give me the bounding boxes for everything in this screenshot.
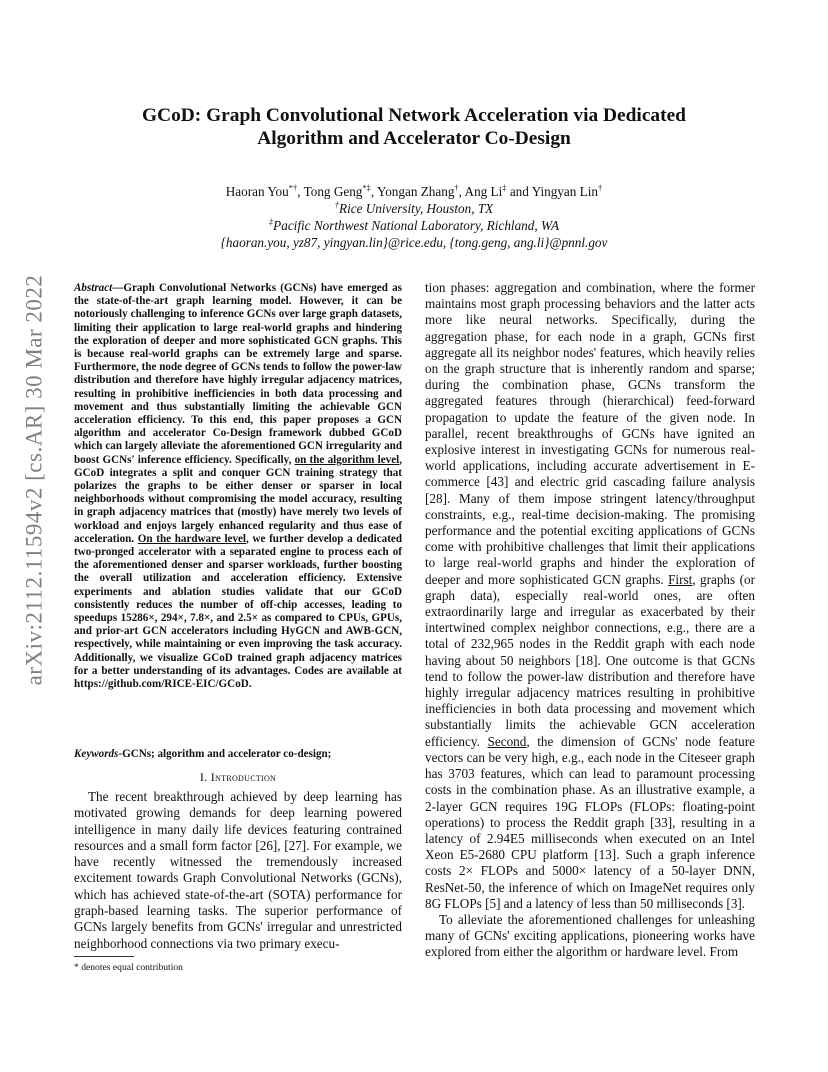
- abstract-underline-hardware: On the hardware level: [137, 532, 247, 545]
- intro-paragraph-left: The recent breakthrough achieved by deep learning has motivated growing demands for deep learning powered intelligence in many daily life devices featuring contrained resources and a small form factor [26], [27]. For example, we have recently witnessed the tremendously increased excitement towards Graph Convolutional Networks (GCNs), which has achieved state-of-the-art (SOTA) performance for graph-based learning tasks. The superior performance of GCNs largely benefits from GCNs' irregular and unrestricted neighborhood connections via two primary execu-: [74, 789, 402, 951]
- right-text-1b: , graphs (or graph data), especially real-world ones, are often extraordinarily large and irregular as exacerbated by their intertwined complex neighbor connections, e.g., there are a total of 232,965 nodes in the Reddit graph with each node having about 50 neighbors [18]. One outcome is that GCNs tend to follow the power-law distribution and therefore have highly irregular adjacency matrices resulting in prohibitive inefficiencies in both data processing and movement which substantially limits the achievable GCN acceleration efficiency.: [425, 571, 755, 749]
- author-3: Yongan Zhang: [377, 184, 455, 199]
- affiliation-1-mark: †: [334, 199, 340, 210]
- author-4-mark: ‡: [502, 182, 507, 193]
- abstract-text-3: , we further develop a dedicated two-pronged accelerator with a separated engine to process each of the aforementioned denser and sparser workloads, further boosting the overall utilization and acceleration efficiency. Extensive experiments and ablation studies validate that our GCoD consistently reduces the number of off-chip accesses, leading to speedups 15286×, 294×, 7.8×, and 2.5× as compared to CPUs, GPUs, and prior-art GCN accelerators including HyGCN and AWB-GCN, respectively, while maintaining or even improving the task accuracy. Additionally, we visualize GCoD trained graph adjacency matrices for a better understanding of its advantages. Codes are available at https://github.com/RICE-EIC/GCoD.: [74, 532, 403, 691]
- author-4: Ang Li: [464, 184, 503, 199]
- right-text-1a: tion phases: aggregation and combination, where the former maintains most graph processing behaviors and the latter acts more like neural networks. Specifically, during the aggregation phase, for each node in a graph, GCNs first aggregate all its neighbor nodes' features, which heavily relies on the graph structure that is inherently random and sparse; during the combination phase, GCNs transform the aggregated features through (hierarchical) feed-forward propagation to update the feature of the given node. In parallel, recent breakthroughs of GCNs have ignited an explosive interest in investigating GCNs for numerous real-world applications, including accurate advertisement in E-commerce [43] and electric grid cascading failure analysis [28]. Many of them impose stringent latency/throughput constraints, e.g., real-time decision-making. The promising performance and the potential exciting applications of GCNs come with prohibitive challenges that limit their applications to large real-world graphs and hinder the exploration of deeper and more sophisticated GCN graphs.: [425, 280, 755, 587]
- section-title: Introduction: [210, 770, 277, 784]
- author-2: Tong Geng: [303, 184, 363, 199]
- footnote-divider: [74, 956, 134, 957]
- author-2-mark: *‡: [362, 182, 371, 193]
- footnote: * denotes equal contribution: [74, 962, 183, 973]
- author-3-mark: †: [454, 182, 459, 193]
- title-line-1: GCoD: Graph Convolutional Network Acceleration via Dedicated: [142, 105, 686, 126]
- keywords: [74, 748, 402, 761]
- author-5: Yingyan Lin: [531, 184, 598, 199]
- affiliation-2: [100, 217, 728, 234]
- section-heading-introduction: [74, 770, 402, 785]
- author-5-mark: †: [598, 182, 603, 193]
- section-number: I.: [199, 770, 211, 784]
- affiliation-1: [100, 200, 728, 217]
- right-text-1c: , the dimension of GCNs' node feature vectors can be very high, e.g., each node in the Citeseer graph has 3703 features, which can lead to paramount processing costs in the combination phase. As an illustrative example, a 2-layer GCN requires 19G FLOPs (FLOPs: floating-point operations) to process the Reddit graph [33], resulting in a latency of 2.94E5 milliseconds when executed on an Intel Xeon E5-2680 CPU platform [13]. Such a graph inference costs 2× FLOPs and 5000× latency of a 50-layer DNN, ResNet-50, the inference of which on ImageNet requires only 8G FLOPs [5] and a latency of less than 50 milliseconds [3].: [425, 733, 755, 911]
- author-and: and: [506, 184, 532, 199]
- right-paragraph-1: [425, 280, 755, 912]
- paper-title: [100, 104, 728, 150]
- affiliation-1-text: Rice University, Houston, TX: [339, 201, 494, 216]
- author-separator: ,: [370, 184, 377, 199]
- abstract-underline-algorithm: on the algorithm level: [294, 453, 400, 466]
- affiliation-2-text: Pacific Northwest National Laboratory, Richland, WA: [273, 218, 560, 233]
- right-paragraph-2: To alleviate the aforementioned challenges for unleashing many of GCNs' exciting applications, pioneering works have explored from either the algorithm or hardware level. From: [425, 911, 755, 960]
- author-names: [100, 183, 728, 200]
- abstract-dash: —: [112, 282, 124, 294]
- keywords-text: -GCNs; algorithm and accelerator co-design;: [118, 748, 332, 760]
- author-emails: {haoran.you, yz87, yingyan.lin}@rice.edu, {tong.geng, ang.li}@pnnl.gov: [220, 235, 608, 250]
- right-underline-second: Second: [487, 733, 527, 749]
- abstract-text-2: , GCoD integrates a split and conquer GCN training strategy that polarizes the graphs to be either denser or sparser in local neighborhoods without compromising the model accuracy, resulting in graph adjacency matrices that (mostly) have merely two levels of workload and enjoys largely enhanced regularity and thus ease of acceleration.: [74, 453, 402, 545]
- affiliation-2-mark: ‡: [268, 216, 274, 227]
- abstract: [74, 282, 402, 691]
- arxiv-identifier-text: arXiv:2112.11594v2 [cs.AR] 30 Mar 2022: [21, 274, 46, 686]
- abstract-label: Abstract: [74, 282, 113, 294]
- right-underline-first: First: [668, 571, 693, 587]
- keywords-label: Keywords: [74, 748, 119, 760]
- author-1-mark: *†: [288, 182, 298, 193]
- author-1: Haoran You: [225, 184, 289, 199]
- arxiv-identifier: [14, 274, 54, 686]
- right-column-body: [425, 280, 755, 961]
- title-line-2: Algorithm and Accelerator Co-Design: [257, 128, 571, 149]
- author-separator: ,: [458, 184, 465, 199]
- author-separator: ,: [297, 184, 304, 199]
- abstract-text-1: Graph Convolutional Networks (GCNs) have emerged as the state-of-the-art graph learning model. However, it can be notoriously challenging to inference GCNs over large graph datasets, limiting their application to large real-world graphs and hindering the exploration of deeper and more sophisticated GCN graphs. This is because real-world graphs can be extremely large and sparse. Furthermore, the node degree of GCNs tends to follow the power-law distribution and therefore have highly irregular adjacency matrices, resulting in prohibitive inefficiencies in both data processing and movement and thus substantially limiting the achievable GCN acceleration efficiency. To this end, this paper proposes a GCN algorithm and accelerator Co-Design framework dubbed GCoD which can largely alleviate the aforementioned GCN irregularity and boost GCNs' inference efficiency. Specifically,: [74, 282, 402, 466]
- author-block: [100, 183, 728, 251]
